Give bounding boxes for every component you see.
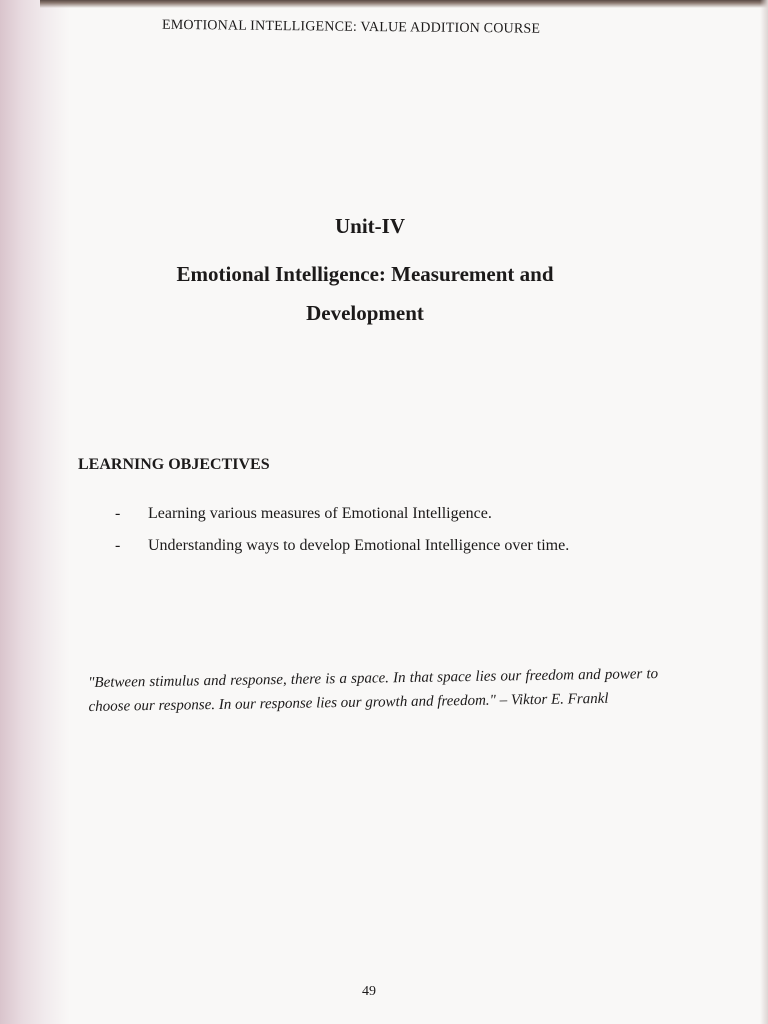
unit-label: Unit-IV	[334, 214, 405, 238]
top-edge-shadow	[40, 0, 768, 8]
list-item	[115, 537, 569, 569]
dash-bullet: -	[115, 505, 121, 522]
objective-text: Understanding ways to develop Emotional Intelligence over time.	[148, 537, 570, 554]
epigraph-quote: "Between stimulus and response, there is a space. In that space lies our freedom and power to choose our response. In our response lies our growth and freedom." – Viktor E. Frankl	[88, 666, 659, 715]
page-number: 49	[362, 984, 376, 999]
learning-objectives-list	[115, 505, 569, 569]
running-head: EMOTIONAL INTELLIGENCE: VALUE ADDITION COURSE	[161, 17, 541, 37]
objective-text: Learning various measures of Emotional Intelligence.	[148, 505, 492, 522]
dash-bullet: -	[115, 537, 121, 554]
binding-shadow	[0, 0, 70, 1024]
right-edge-shadow	[760, 0, 768, 1024]
learning-objectives-heading: LEARNING OBJECTIVES	[78, 456, 270, 473]
list-item	[115, 505, 569, 537]
chapter-title: Emotional Intelligence: Measurement and Development	[176, 262, 554, 325]
